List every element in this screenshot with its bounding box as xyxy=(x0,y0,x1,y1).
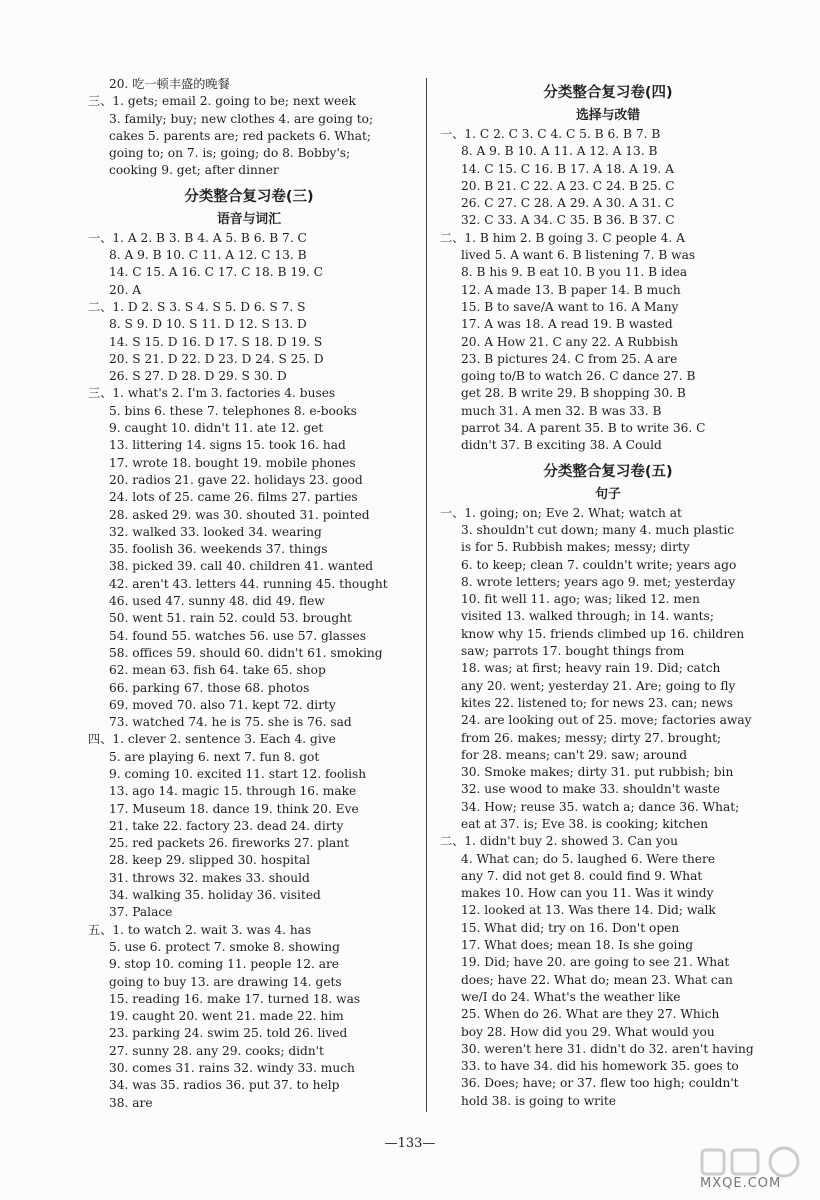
answer-line: get 28. B write 29. B shopping 30. B xyxy=(461,386,686,401)
answer-line: 23. parking 24. swim 25. told 26. lived xyxy=(109,1026,348,1041)
answer-line: 12. A made 13. B paper 14. B much xyxy=(461,282,681,297)
answer-line: 32. C 33. A 34. C 35. B 36. B 37. C xyxy=(461,213,675,228)
answer-line: 34. How; reuse 35. watch a; dance 36. What; xyxy=(461,799,740,814)
answer-line: 38. are xyxy=(109,1095,153,1110)
answer-line: 24. are looking out of 25. move; factories away xyxy=(461,713,752,728)
left-main-lines xyxy=(88,230,410,1112)
answer-line: 34. walking 35. holiday 36. visited xyxy=(109,888,321,903)
answer-line: 38. picked 39. call 40. children 41. wanted xyxy=(109,559,374,574)
answer-line: 26. S 27. D 28. D 29. S 30. D xyxy=(109,369,287,384)
answer-line: 17. A was 18. A read 19. B wasted xyxy=(461,317,673,332)
answer-line: 21. take 22. factory 23. dead 24. dirty xyxy=(109,818,344,833)
answer-line: 3. family; buy; new clothes 4. are going to; xyxy=(109,111,374,126)
answer-line: 19. caught 20. went 21. made 22. him xyxy=(109,1009,344,1024)
answer-line: 18. was; at first; heavy rain 19. Did; catch xyxy=(461,661,721,676)
answer-line: 62. mean 63. fish 64. take 65. shop xyxy=(109,663,326,678)
answer-line: 15. reading 16. make 17. turned 18. was xyxy=(109,991,361,1006)
answer-line: 3. shouldn't cut down; many 4. much plastic xyxy=(461,522,735,537)
answer-line: 9. caught 10. didn't 11. ate 12. get xyxy=(109,421,324,436)
answer-line: 24. lots of 25. came 26. films 27. parties xyxy=(109,490,358,505)
answer-line: didn't 37. B exciting 38. A Could xyxy=(461,438,662,453)
answer-line: 30. Smoke makes; dirty 31. put rubbish; bin xyxy=(461,765,734,780)
answer-line: 4. What can; do 5. laughed 6. Were there xyxy=(461,851,716,866)
answer-line: 8. B his 9. B eat 10. B you 11. B idea xyxy=(461,265,688,280)
answer-line: 25. When do 26. What are they 27. Which xyxy=(461,1007,720,1022)
answer-line: know why 15. friends climbed up 16. children xyxy=(461,626,745,641)
answer-line: 50. went 51. rain 52. could 53. brought xyxy=(109,611,352,626)
answer-line: 54. found 55. watches 56. use 57. glasses xyxy=(109,628,366,643)
answer-line: 5. are playing 6. next 7. fun 8. got xyxy=(109,749,320,764)
answer-line: going to; on 7. is; going; do 8. Bobby's; xyxy=(109,146,351,161)
answer-line: 58. offices 59. should 60. didn't 61. smoking xyxy=(109,645,383,660)
answer-line: 31. throws 32. makes 33. should xyxy=(109,870,310,885)
answer-line: kites 22. listened to; for news 23. can; news xyxy=(461,695,733,710)
answer-line: any 20. went; yesterday 21. Are; going to fly xyxy=(461,678,736,693)
answer-line: 20. S 21. D 22. D 23. D 24. S 25. D xyxy=(109,351,324,366)
answer-line: 9. coming 10. excited 11. start 12. foolish xyxy=(109,766,367,781)
answer-line: 14. S 15. D 16. D 17. S 18. D 19. S xyxy=(109,334,323,349)
section-title-review-5: 分类整合复习卷(五) xyxy=(543,463,673,480)
right-column xyxy=(440,76,776,1110)
left-column xyxy=(88,76,410,1112)
answer-line: 5. bins 6. these 7. telephones 8. e-books xyxy=(109,403,357,418)
answer-line: 32. use wood to make 33. shouldn't waste xyxy=(461,782,720,797)
answer-line: 17. What does; mean 18. Is she going xyxy=(461,938,694,953)
answer-line: going to buy 13. are drawing 14. gets xyxy=(109,974,342,989)
answer-line: 32. walked 33. looked 34. wearing xyxy=(109,524,322,539)
answer-line: 14. C 15. A 16. C 17. C 18. B 19. C xyxy=(109,265,323,280)
answer-line: 15. B to save/A want to 16. A Many xyxy=(461,299,679,314)
answer-line: 一、1. C 2. C 3. C 4. C 5. B 6. B 7. B xyxy=(440,127,661,141)
page-number: —133— xyxy=(384,1136,436,1151)
answer-line: 二、1. D 2. S 3. S 4. S 5. D 6. S 7. S xyxy=(88,299,306,314)
answer-line: 46. used 47. sunny 48. did 49. flew xyxy=(109,594,325,609)
answer-line: 28. asked 29. was 30. shouted 31. pointed xyxy=(109,507,370,522)
left-top-lines xyxy=(88,76,410,180)
answer-line: 36. Does; have; or 37. flew too high; couldn't xyxy=(461,1076,739,1091)
answer-line: 10. fit well 11. ago; was; liked 12. men xyxy=(461,592,700,607)
answer-line: 6. to keep; clean 7. couldn't write; years ago xyxy=(461,557,737,572)
right-lines-review-4 xyxy=(440,126,776,455)
answer-line: 15. What did; try on 16. Don't open xyxy=(461,920,680,935)
answer-line: 25. red packets 26. fireworks 27. plant xyxy=(109,836,349,851)
answer-line: 14. C 15. C 16. B 17. A 18. A 19. A xyxy=(461,161,674,176)
answer-line: is for 5. Rubbish makes; messy; dirty xyxy=(461,540,690,555)
answer-line: any 7. did not get 8. could find 9. What xyxy=(461,868,703,883)
answer-line: 20. radios 21. gave 22. holidays 23. good xyxy=(109,472,363,487)
answer-line: 四、1. clever 2. sentence 3. Each 4. give xyxy=(88,732,336,747)
answer-line: 二、1. B him 2. B going 3. C people 4. A xyxy=(440,230,685,245)
answer-line: from 26. makes; messy; dirty 27. brought; xyxy=(461,730,722,745)
section-title-review-4: 分类整合复习卷(四) xyxy=(543,85,673,101)
column-divider xyxy=(426,78,427,1112)
answer-line: 19. Did; have 20. are going to see 21. What xyxy=(461,955,730,970)
answer-line: 五、1. to watch 2. wait 3. was 4. has xyxy=(88,922,312,937)
answer-line: 8. A 9. B 10. C 11. A 12. C 13. B xyxy=(109,248,307,263)
answer-line: 一、1. A 2. B 3. B 4. A 5. B 6. B 7. C xyxy=(88,230,307,245)
answer-line: 17. Museum 18. dance 19. think 20. Eve xyxy=(109,801,359,816)
watermark-site: MXQE.COM xyxy=(700,1176,782,1191)
answer-line: 30. comes 31. rains 32. windy 33. much xyxy=(109,1061,355,1076)
answer-line: 8. A 9. B 10. A 11. A 12. A 13. B xyxy=(461,144,658,159)
answer-line: 35. foolish 36. weekends 37. things xyxy=(109,542,328,557)
answer-line: 20. B 21. C 22. A 23. C 24. B 25. C xyxy=(461,178,675,193)
answer-line: 12. looked at 13. Was there 14. Did; walk xyxy=(461,903,716,918)
section-title-review-3: 分类整合复习卷(三) xyxy=(184,188,314,205)
answer-line: 27. sunny 28. any 29. cooks; didn't xyxy=(109,1043,324,1058)
answer-line: 13. ago 14. magic 15. through 16. make xyxy=(109,784,357,799)
answer-line: 42. aren't 43. letters 44. running 45. thought xyxy=(109,576,388,591)
answer-line: 13. littering 14. signs 15. took 16. had xyxy=(109,438,346,453)
answer-line: 8. S 9. D 10. S 11. D 12. S 13. D xyxy=(109,317,307,332)
answer-line: we/I do 24. What's the weather like xyxy=(461,989,681,1004)
answer-line: 30. weren't here 31. didn't do 32. aren't having xyxy=(461,1041,754,1056)
answer-line: lived 5. A want 6. B listening 7. B was xyxy=(461,248,696,263)
answer-line: going to/B to watch 26. C dance 27. B xyxy=(461,369,696,384)
answer-line: visited 13. walked through; in 14. wants; xyxy=(461,609,714,624)
answer-line: 37. Palace xyxy=(109,905,173,920)
answer-line: 33. to have 34. did his homework 35. goes to xyxy=(461,1059,739,1074)
answer-line: 20. A xyxy=(109,282,142,297)
right-lines-review-5 xyxy=(440,505,776,1110)
answer-line: 69. moved 70. also 71. kept 72. dirty xyxy=(109,697,336,712)
subtitle-choice-correction: 选择与改错 xyxy=(576,108,640,123)
answer-line: 三、1. gets; email 2. going to be; next week xyxy=(88,94,356,109)
answer-line: hold 38. is going to write xyxy=(461,1093,616,1108)
answer-line: 66. parking 67. those 68. photos xyxy=(109,680,310,695)
answer-line: 17. wrote 18. bought 19. mobile phones xyxy=(109,455,356,470)
answer-line: for 28. means; can't 29. saw; around xyxy=(461,747,688,762)
answer-line: 20. A How 21. C any 22. A Rubbish xyxy=(461,334,679,349)
answer-line: 三、1. what's 2. I'm 3. factories 4. buses xyxy=(88,386,336,401)
answer-line: parrot 34. A parent 35. B to write 36. C xyxy=(461,421,706,436)
answer-line: 28. keep 29. slipped 30. hospital xyxy=(109,853,310,868)
answer-line: 26. C 27. C 28. A 29. A 30. A 31. C xyxy=(461,196,675,211)
answer-line: saw; parrots 17. bought things from xyxy=(461,644,685,659)
answer-line: does; have 22. What do; mean 23. What can xyxy=(461,972,733,987)
answer-line: boy 28. How did you 29. What would you xyxy=(461,1024,715,1039)
answer-line: 8. wrote letters; years ago 9. met; yesterday xyxy=(461,574,736,589)
answer-line: 5. use 6. protect 7. smoke 8. showing xyxy=(109,939,340,954)
answer-line: much 31. A men 32. B was 33. B xyxy=(461,403,662,418)
subtitle-sentences: 句子 xyxy=(595,486,621,502)
answer-line: 一、1. going; on; Eve 2. What; watch at xyxy=(440,505,682,520)
answer-line: 9. stop 10. coming 11. people 12. are xyxy=(109,957,340,972)
subtitle-phonics-vocabulary: 语音与词汇 xyxy=(217,211,281,227)
answer-line: 23. B pictures 24. C from 25. A are xyxy=(461,351,678,366)
answer-line: 73. watched 74. he is 75. she is 76. sad xyxy=(109,715,352,730)
answer-line: makes 10. How can you 11. Was it windy xyxy=(461,886,714,901)
answer-line: eat at 37. is; Eve 38. is cooking; kitchen xyxy=(461,816,709,831)
answer-line: 34. was 35. radios 36. put 37. to help xyxy=(109,1078,340,1093)
answer-line: cooking 9. get; after dinner xyxy=(109,163,279,178)
answer-line: cakes 5. parents are; red packets 6. What; xyxy=(109,128,371,143)
answer-line: 20. 吃一顿丰盛的晚餐 xyxy=(109,77,230,91)
answer-line: 二、1. didn't buy 2. showed 3. Can you xyxy=(440,834,678,849)
